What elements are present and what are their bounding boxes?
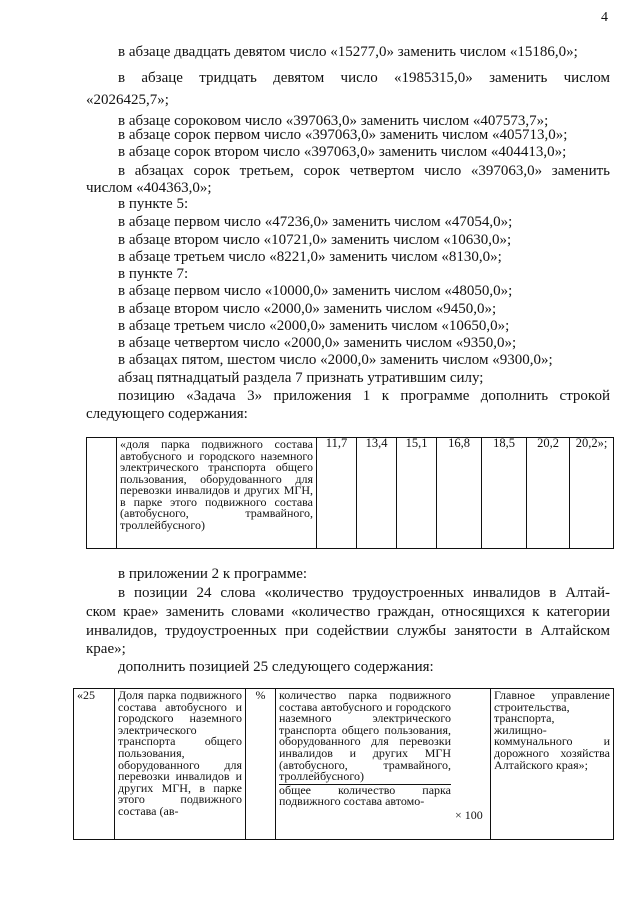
- program-indicator-table: [86, 437, 614, 549]
- text-line: в позиции 24 слова «количество трудоустроенных инвалидов в Алтай-: [118, 585, 610, 601]
- table-row: [87, 438, 614, 549]
- page-number: 4: [601, 10, 608, 25]
- program-appendix-table: [73, 688, 614, 840]
- text-line: в пункте 7:: [118, 266, 189, 282]
- text-line: в пункте 5:: [118, 196, 189, 212]
- text-line: инвалидов, трудоустроенных при содействии службы занятости в Алтайском: [86, 623, 610, 639]
- value-cell: 20,2: [527, 438, 570, 549]
- text-line: в абзаце двадцать девятом число «15277,0» заменить числом «15186,0»;: [118, 44, 578, 60]
- text-line: в абзаце втором число «2000,0» заменить числом «9450,0»;: [118, 301, 497, 317]
- text-line: ском крае» заменить словами «количество граждан, относящихся к категории: [86, 604, 610, 620]
- text-line: следующего содержания:: [86, 406, 248, 422]
- value-cell: 11,7: [317, 438, 357, 549]
- position-number: «25: [74, 689, 115, 840]
- text-line: в абзаце втором число «10721,0» заменить числом «10630,0»;: [118, 232, 512, 248]
- text-line: дополнить позицией 25 следующего содержания:: [118, 659, 434, 675]
- text-line: числом «404363,0»;: [86, 180, 212, 196]
- value-cell: 13,4: [357, 438, 397, 549]
- value-cell: 18,5: [482, 438, 527, 549]
- text-line: в абзаце сорок втором число «397063,0» заменить числом «404413,0»;: [118, 144, 567, 160]
- text-line: крае»;: [86, 641, 126, 657]
- text-line: «2026425,7»;: [86, 92, 169, 108]
- table-cell-empty: [87, 438, 117, 549]
- formula-cell: [276, 689, 491, 840]
- text-line: в абзаце первом число «47236,0» заменить числом «47054,0»;: [118, 214, 513, 230]
- formula-numerator: количество парка подвижного состава автобусного и городского наземного электрического транспорта общего пользования, оборудованного для перевозки инвалидов и других МГН (автобусного, трамвайного, троллейбусного): [279, 688, 451, 784]
- indicator-description: «доля парка подвижного состава автобусного и городского наземного электрического транспорта общего пользования, оборудованного для перевозки инвалидов и других МГН, в парке этого подвижного состава (автобусного, трамвайного, троллейбусного): [117, 438, 317, 549]
- text-line: позицию «Задача 3» приложения 1 к программе дополнить строкой: [118, 388, 610, 404]
- text-line: абзац пятнадцатый раздела 7 признать утратившим силу;: [118, 370, 484, 386]
- text-line: в приложении 2 к программе:: [118, 566, 308, 582]
- value-cell: 16,8: [437, 438, 482, 549]
- text-line: в абзаце третьем число «8221,0» заменить числом «8130,0»;: [118, 249, 502, 265]
- text-line: в абзацах сорок третьем, сорок четвертом число «397063,0» заменить: [118, 163, 610, 179]
- unit-cell: %: [246, 689, 276, 840]
- value-cell: 20,2»;: [570, 438, 614, 549]
- text-line: в абзаце четвертом число «2000,0» заменить числом «9350,0»;: [118, 335, 517, 351]
- text-line: в абзаце сороковом число «397063,0» заменить числом «407573,7»;: [118, 113, 549, 129]
- text-line: в абзаце сорок первом число «397063,0» заменить числом «405713,0»;: [118, 127, 568, 143]
- formula-multiplier: × 100: [455, 808, 483, 822]
- responsible-agency: Главное управление строительства, транспорта, жилищно-коммунального и дорожного хозяйства Алтайского края»;: [491, 689, 614, 840]
- text-line: в абзаце третьем число «2000,0» заменить числом «10650,0»;: [118, 318, 510, 334]
- text-line: в абзаце тридцать девятом число «1985315,0» заменить числом: [118, 70, 610, 86]
- text-line: в абзацах пятом, шестом число «2000,0» заменить числом «9300,0»;: [118, 352, 553, 368]
- indicator-name: Доля парка подвижного состава автобусного и городского наземного электрического транспорта общего пользования, оборудованного для перевозки инвалидов и других МГН, в парке этого подвижного состава (ав-: [115, 689, 246, 840]
- table-row: [74, 689, 614, 840]
- text-line: в абзаце первом число «10000,0» заменить числом «48050,0»;: [118, 283, 513, 299]
- formula-denominator: общее количество парка подвижного состава автомо-: [279, 782, 451, 809]
- value-cell: 15,1: [397, 438, 437, 549]
